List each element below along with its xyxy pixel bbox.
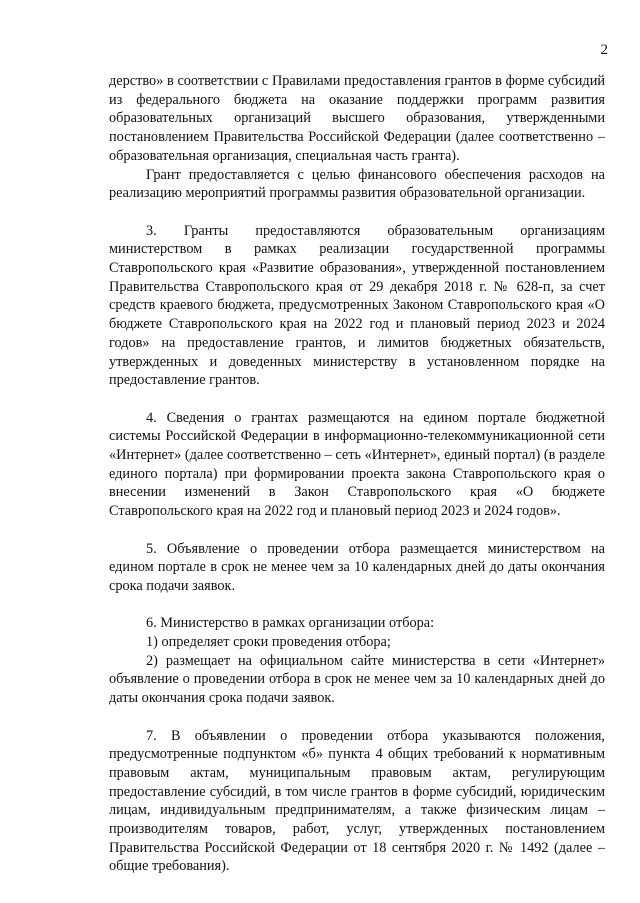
paragraph-item-6: 6. Министерство в рамках организации отбора: [146,615,435,632]
paragraph-item-6-1: 1) определяет сроки проведения отбора; [146,634,391,651]
paragraph-item-7: 7. В объявлении о проведении отбора указываются положения, предусмотренные подпунктом «б» пункта 4 общих требований к нормативным правовым актам, муниципальным правовым актам, регулирующим предоставление субсидий, в том числе грантов в форме субсидий, юридическим лицам, индивидуальным предпринимателям, а также физическим лицам – производителям товаров, работ, услуг, утвержденных постановлением Правительства Российской Федерации от 18 сентября 2020 г. № 1492 (далее – общие требования). [109,727,605,875]
page-number: 2 [600,42,608,58]
paragraph-item-6-2: 2) размещает на официальном сайте министерства в сети «Интернет» объявление о проведении отбора в срок не менее чем за 10 календарных дней до даты окончания срока подачи заявок. [109,652,605,707]
paragraph-item-3: 3. Гранты предоставляются образовательным организациям министерством в рамках реализации государственной программы Ставропольского края «Развитие образования», утвержденной постановлением Правительства Ставропольского края от 29 декабря 2018 г. № 628-п, за счет средств краевого бюджета, предусмотренных Законом Ставропольского края «О бюджете Ставропольского края на 2022 год и плановый период 2023 и 2024 годов» на предоставление грантов, и лимитов бюджетных обязательств, утвержденных и доведенных министерству в установленном порядке на предоставление грантов. [109,222,605,389]
document-body [109,72,605,876]
paragraph-item-4: 4. Сведения о грантах размещаются на едином портале бюджетной системы Российской Федерации в информационно-телекоммуникационной сети «Интернет» (далее соответственно – сеть «Интернет», единый портал) (в разделе единого портала) при формировании проекта закона Ставропольского края о внесении изменений в Закон Ставропольского края «О бюджете Ставропольского края на 2022 год и плановый период 2023 и 2024 годов». [109,409,605,520]
paragraph-item-5: 5. Объявление о проведении отбора размещается министерством на едином портале в срок не менее чем за 10 календарных дней до даты окончания срока подачи заявок. [109,540,605,594]
paragraph-grant-purpose: Грант предоставляется с целью финансового обеспечения расходов на реализацию мероприятий программы развития образовательной организации. [109,166,605,202]
paragraph-continuation: дерство» в соответствии с Правилами предоставления грантов в форме субсидий из федерального бюджета на оказание поддержки программ развития образовательных организаций высшего образования, утвержденными постановлением Правительства Российской Федерации (далее соответственно – образовательная организация, специальная часть гранта). [109,73,605,164]
